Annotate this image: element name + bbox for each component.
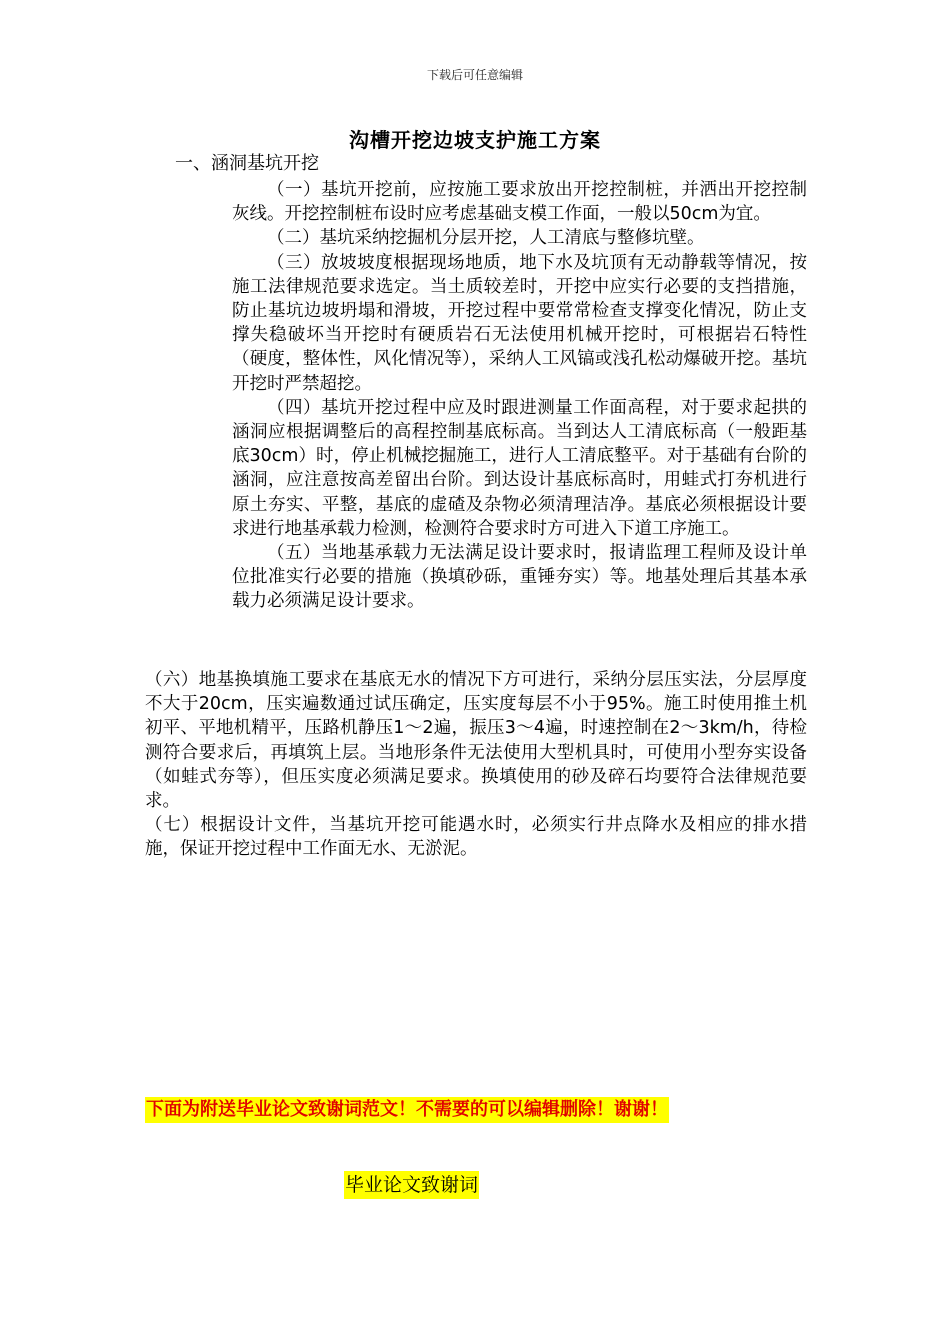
paragraph-1: （一）基坑开挖前，应按施工要求放出开挖控制桩，并洒出开挖控制灰线。开挖控制桩布设时应考虑基础支模工作面，一般以50cm为宜。 [232,180,807,225]
appendix-title: 毕业论文致谢词 [344,1171,479,1199]
paragraph-6: （六）地基换填施工要求在基底无水的情况下方可进行，采纳分层压实法，分层厚度不大于20cm，压实遍数通过试压确定，压实度每层不小于95%。施工时使用推土机初平、平地机精平，压路机静压1～2遍，振压3～4遍，时速控制在2～3km/h，待检测符合要求后，再填筑上层。当地形条件无法使用大型机具时，可使用小型夯实设备（如蛙式夯等），但压实度必须满足要求。换填使用的砂及碎石均要符合法律规范要求。 [145,670,807,812]
document-title: 沟槽开挖边坡支护施工方案 [349,128,601,152]
appendix-notice: 下面为附送毕业论文致谢词范文！不需要的可以编辑删除！谢谢！ [145,1097,669,1123]
full-width-paragraphs [145,668,807,862]
paragraph-2: （二）基坑采纳挖掘机分层开挖，人工清底与整修坑壁。 [267,228,705,249]
page-header: 下载后可任意编辑 [426,68,523,82]
indented-paragraphs [232,178,807,614]
paragraph-5: （五）当地基承载力无法满足设计要求时，报请监理工程师及设计单位批准实行必要的措施（换填砂砾，重锤夯实）等。地基处理后其基本承载力必须满足设计要求。 [232,543,807,612]
paragraph-4: （四）基坑开挖过程中应及时跟进测量工作面高程，对于要求起拱的涵洞应根据调整后的高程控制基底标高。当到达人工清底标高（一般距基底30cm）时，停止机械挖掘施工，进行人工清底整平。对于基础有台阶的涵洞，应注意按高差留出台阶。到达设计基底标高时，用蛙式打夯机进行原土夯实、平整，基底的虚碴及杂物必须清理洁净。基底必须根据设计要求进行地基承载力检测，检测符合要求时方可进入下道工序施工。 [232,397,807,539]
paragraph-7: （七）根据设计文件，当基坑开挖可能遇水时，必须实行井点降水及相应的排水措施，保证开挖过程中工作面无水、无淤泥。 [145,815,807,860]
paragraph-3: （三）放坡坡度根据现场地质，地下水及坑顶有无动静载等情况，按施工法律规范要求选定。当土质较差时，开挖中应实行必要的支挡措施，防止基坑边坡坍塌和滑坡，开挖过程中要常常检查支撑变化情况，防止支撑失稳破坏当开挖时有硬质岩石无法使用机械开挖时，可根据岩石特性（硬度，整体性，风化情况等），采纳人工风镐或浅孔松动爆破开挖。基坑开挖时严禁超挖。 [232,252,807,394]
section-heading: 一、涵洞基坑开挖 [175,153,319,174]
